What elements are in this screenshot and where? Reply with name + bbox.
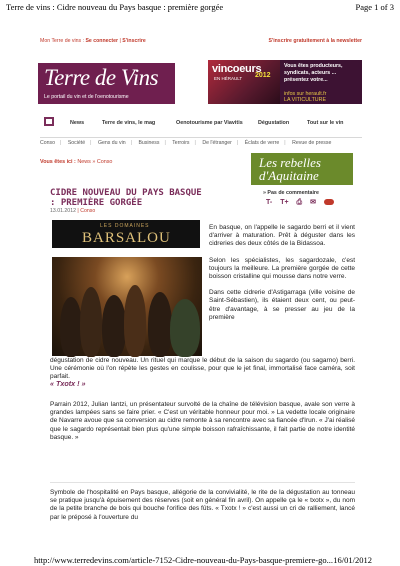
account-bar bbox=[40, 38, 362, 44]
article-category[interactable]: Conso bbox=[80, 208, 96, 214]
subnav-item-conso[interactable]: Conso bbox=[40, 140, 55, 146]
article-paragraph: Symbole de l'hospitalité en Pays basque, allégorie de la convivialité, le rite de la dégustation au tonneau se pratique jusqu'à épuisement des réserves (soit en général fin avril). On appelle ça le « txotx », du nom de la petite branche de bois qui bouche l'orifice des fûts. « Txotx ! » c'est aussi un cri de ralliement, lancé par le préposé à l'ouverture du bbox=[50, 489, 355, 521]
logo-title: Terre de Vins bbox=[44, 65, 159, 90]
ad-sub: EN HÉRAULT bbox=[214, 76, 243, 81]
ad-brand-name: BARSALOU bbox=[82, 230, 171, 246]
ad-info bbox=[284, 91, 326, 103]
article-title: CIDRE NOUVEAU DU PAYS BASQUE : PREMIÈRE GORGÉE bbox=[50, 188, 202, 208]
ad-info-line: infos sur herault.fr bbox=[284, 91, 327, 97]
register-link[interactable]: S'inscrire bbox=[122, 38, 146, 44]
promo-banner[interactable] bbox=[251, 153, 353, 185]
separator: | bbox=[130, 140, 132, 146]
article-body-column bbox=[209, 224, 355, 330]
ad-brand-top: LES DOMAINES bbox=[100, 223, 150, 229]
subnav-item-gens-du-vin[interactable]: Gens du vin bbox=[97, 140, 126, 146]
article-paragraph: Parrain 2012, Julian Iantzi, un présentateur survolté de la chaîne de télévision basque, avale son verre à grandes lampées sans se faire prier. « C'est un véritable honneur pour moi. » La vedette locale originaire de Navarre avoue que sa conversion au cidre remonte à sa rencontre avec sa fiancée d'Irun. « J'ai réalisé que le sagardo représentait bien plus qu'une simple boisson rafraîchissante, il fait partie de notre identité basque. » bbox=[50, 401, 355, 441]
article-date-value: 13.01.2012 bbox=[50, 208, 76, 214]
promo-line: d'Aquitaine bbox=[259, 168, 319, 183]
site-logo[interactable] bbox=[38, 63, 175, 104]
print-footer-date: 16/01/2012 bbox=[333, 555, 372, 565]
article-paragraph: En basque, on l'appelle le sagardo berri et il vient d'arriver à maturation. Prêt à déguster dans les cidreries des deux côtés de la Bidassoa. bbox=[209, 224, 355, 248]
separator: | bbox=[284, 140, 286, 146]
ad-line: Vous êtes producteurs, bbox=[284, 63, 343, 69]
separator: | bbox=[60, 140, 62, 146]
print-header-page: Page 1 of 3 bbox=[355, 2, 394, 12]
comment-count[interactable] bbox=[263, 190, 319, 196]
subnav-item-eclats[interactable]: Éclats de verre bbox=[244, 140, 280, 146]
article-date bbox=[50, 208, 95, 214]
ad-brand: vincoeurs bbox=[212, 63, 262, 75]
divider: | bbox=[118, 38, 123, 44]
article-subhead: « Txotx ! » bbox=[50, 379, 86, 388]
nav-item-tout-sur-le-vin[interactable]: Tout sur le vin bbox=[307, 120, 344, 126]
ad-info-line: LA VITICULTURE bbox=[284, 97, 326, 103]
breadcrumb bbox=[40, 159, 112, 165]
ad-banner[interactable] bbox=[208, 60, 362, 104]
nav-item-oenotourisme[interactable]: Oenotourisme par Viavitis bbox=[176, 120, 243, 126]
divider bbox=[50, 482, 355, 483]
separator: | bbox=[90, 140, 92, 146]
article-paragraph: dégustation de cidre nouveau. Un rituel qui marque le début de la saison du sagardo (ou sagarno) berri. Une cérémonie où l'on répète les gestes en coulisse, pour que le jet final, immortalisé face caméra, soit parfait. bbox=[50, 357, 355, 381]
divider: | bbox=[77, 208, 81, 214]
ad-line: syndicats, acteurs ... bbox=[284, 70, 337, 76]
home-icon[interactable] bbox=[44, 117, 54, 126]
promo-line: Les rebelles bbox=[259, 155, 321, 170]
promo-text bbox=[259, 156, 321, 182]
subnav-item-terroirs[interactable]: Terroirs bbox=[172, 140, 190, 146]
domaines-barsalou-ad[interactable] bbox=[52, 220, 200, 248]
font-decrease-button[interactable]: T- bbox=[266, 199, 273, 206]
share-icon[interactable] bbox=[324, 199, 334, 205]
breadcrumb-separator: » bbox=[90, 159, 97, 165]
font-increase-button[interactable]: T+ bbox=[280, 199, 289, 206]
article-body bbox=[50, 357, 355, 390]
sub-nav bbox=[40, 137, 362, 146]
mail-icon[interactable]: ✉ bbox=[310, 199, 316, 206]
breadcrumb-conso[interactable]: Conso bbox=[96, 159, 113, 165]
ad-line: présentez votre... bbox=[284, 77, 328, 83]
print-footer-url: http://www.terredevins.com/article-7152-Cidre-nouveau-du-Pays-basque-premiere-go... bbox=[34, 555, 333, 565]
separator: | bbox=[236, 140, 239, 146]
article-paragraph: Selon les spécialistes, les sagardozale, c'est toujours la meilleure. La première gorgée de cette boisson cristalline qui mousse dans notre verre. bbox=[209, 256, 355, 281]
separator: | bbox=[164, 140, 166, 146]
article-photo bbox=[52, 257, 202, 356]
article-paragraph: Dans cette cidrerie d'Astigarraga (ville voisine de Saint-Sébastien), ils étaient deux cent, ou peut-être d'avantage, à se presser au jeu de la première bbox=[209, 289, 355, 321]
print-header-title: Terre de vins : Cidre nouveau du Pays basque : première gorgée bbox=[6, 2, 224, 12]
subnav-item-business[interactable]: Business bbox=[138, 140, 160, 146]
article-tools bbox=[266, 198, 340, 207]
subnav-item-societe[interactable]: Société bbox=[67, 140, 86, 146]
print-icon[interactable]: ⎙ bbox=[296, 199, 303, 206]
ad-text bbox=[284, 63, 342, 84]
nav-item-news[interactable]: News bbox=[70, 120, 85, 126]
comment-label: » Pas de commentaire bbox=[263, 190, 319, 196]
separator: | bbox=[194, 140, 196, 146]
account-label: Mon Terre de vins : bbox=[40, 38, 86, 44]
breadcrumb-news[interactable]: News bbox=[77, 159, 91, 165]
main-nav bbox=[40, 119, 362, 131]
subnav-item-etranger[interactable]: De l'étranger bbox=[202, 140, 232, 146]
nav-item-mag[interactable]: Terre de vins, le mag bbox=[102, 120, 156, 126]
subnav-item-revue[interactable]: Revue de presse bbox=[292, 140, 332, 146]
newsletter-link[interactable]: S'inscrire gratuitement à la newsletter bbox=[268, 38, 362, 44]
logo-tagline: Le portail du vin et de l'oenotourisme bbox=[44, 94, 129, 100]
login-link[interactable]: Se connecter bbox=[85, 38, 119, 44]
ad-year: 2012 bbox=[255, 72, 271, 79]
breadcrumb-label: Vous êtes ici : bbox=[40, 159, 78, 165]
nav-item-degustation[interactable]: Dégustation bbox=[258, 120, 290, 126]
